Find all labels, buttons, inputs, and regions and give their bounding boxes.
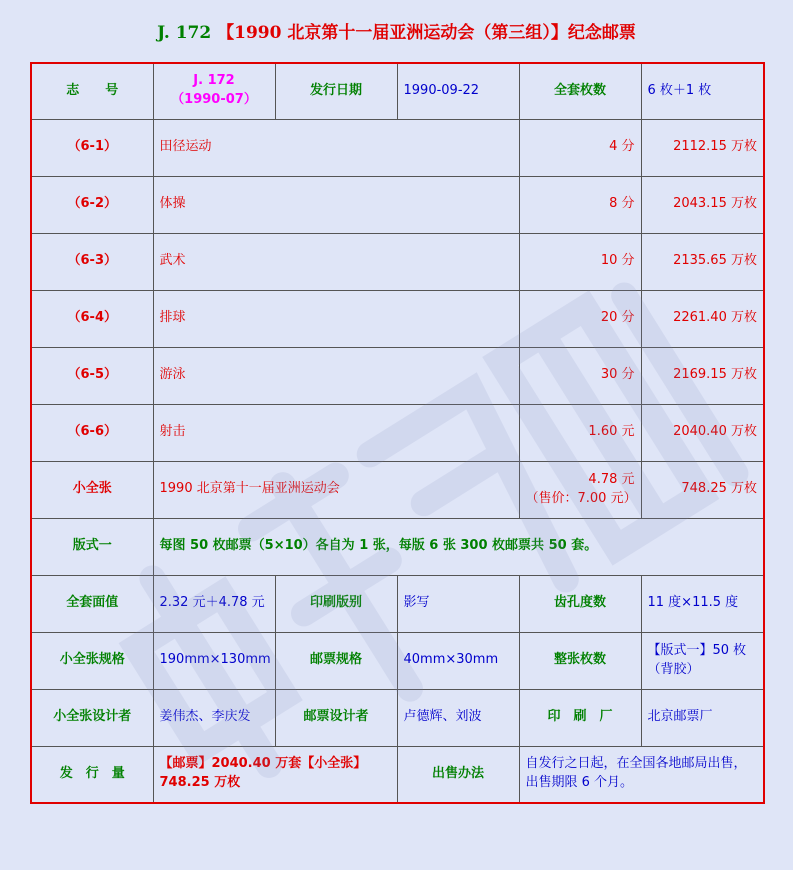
souvenir-name: 1990 北京第十一届亚洲运动会 [153, 461, 519, 518]
ss-size: 190mm×130mm [153, 632, 275, 689]
stamp-name: 体操 [153, 176, 519, 233]
page-title [0, 18, 793, 43]
stamp-code: （6-1） [31, 119, 153, 176]
print-method-label: 印刷版别 [275, 575, 397, 632]
face-value-label: 全套面值 [31, 575, 153, 632]
stamp-value: 8 分 [519, 176, 641, 233]
stamp-code: （6-3） [31, 233, 153, 290]
title-name: 【1990 北京第十一届亚洲运动会（第三组）】纪念邮票 [217, 23, 636, 43]
souvenir-price: （售价：7.00 元） [525, 490, 637, 506]
stamp-name: 排球 [153, 290, 519, 347]
stamp-name: 游泳 [153, 347, 519, 404]
printer: 北京邮票厂 [641, 689, 764, 746]
stamp-quantity: 2040.40 万枚 [641, 404, 764, 461]
issue-date-label: 发行日期 [275, 63, 397, 119]
stamp-name: 射击 [153, 404, 519, 461]
sheet-count-label: 整张枚数 [519, 632, 641, 689]
set-count-value: 6 枚＋1 枚 [641, 63, 764, 119]
stamp-designer: 卢德辉、刘波 [397, 689, 519, 746]
table-row [31, 290, 764, 347]
stamp-quantity: 2043.15 万枚 [641, 176, 764, 233]
perforation: 11 度×11.5 度 [641, 575, 764, 632]
sheet-count-line2: （背胶） [647, 661, 700, 677]
stamp-code: （6-6） [31, 404, 153, 461]
zhihao-line1: J. 172 [193, 73, 235, 89]
sheet-count-line1: 【版式一】50 枚 [647, 642, 747, 658]
stamp-code: （6-2） [31, 176, 153, 233]
detail-row [31, 746, 764, 803]
stamp-value: 30 分 [519, 347, 641, 404]
table-row [31, 233, 764, 290]
circulation-label: 发 行 量 [31, 746, 153, 803]
stamp-designer-label: 邮票设计者 [275, 689, 397, 746]
detail-row [31, 632, 764, 689]
sale-method-label: 出售办法 [397, 746, 519, 803]
detail-row [31, 575, 764, 632]
zhihao-line2: （1990-07） [171, 92, 257, 108]
zhihao-label: 志 号 [31, 63, 153, 119]
stamp-name: 武术 [153, 233, 519, 290]
circulation: 【邮票】2040.40 万套【小全张】748.25 万枚 [153, 746, 397, 803]
souvenir-value [519, 461, 641, 518]
printer-label: 印 刷 厂 [519, 689, 641, 746]
stamp-code: （6-5） [31, 347, 153, 404]
souvenir-value-line1: 4.78 元 [588, 471, 635, 487]
stamp-value: 4 分 [519, 119, 641, 176]
stamp-size-label: 邮票规格 [275, 632, 397, 689]
format-label: 版式一 [31, 518, 153, 575]
format-text: 每图 50 枚邮票（5×10）各自为 1 张，每版 6 张 300 枚邮票共 50 套。 [153, 518, 764, 575]
ss-designer-label: 小全张设计者 [31, 689, 153, 746]
stamp-quantity: 2112.15 万枚 [641, 119, 764, 176]
stamp-value: 10 分 [519, 233, 641, 290]
stamp-value: 1.60 元 [519, 404, 641, 461]
stamp-quantity: 2135.65 万枚 [641, 233, 764, 290]
sale-method: 自发行之日起，在全国各地邮局出售，出售期限 6 个月。 [519, 746, 764, 803]
zhihao-value [153, 63, 275, 119]
table-row [31, 404, 764, 461]
stamp-info-table [30, 62, 765, 804]
stamp-value: 20 分 [519, 290, 641, 347]
table-row [31, 347, 764, 404]
print-method: 影写 [397, 575, 519, 632]
format-row [31, 518, 764, 575]
ss-size-label: 小全张规格 [31, 632, 153, 689]
issue-date-value: 1990-09-22 [397, 63, 519, 119]
detail-row [31, 689, 764, 746]
stamp-quantity: 2261.40 万枚 [641, 290, 764, 347]
set-count-label: 全套枚数 [519, 63, 641, 119]
face-value: 2.32 元＋4.78 元 [153, 575, 275, 632]
souvenir-quantity: 748.25 万枚 [641, 461, 764, 518]
title-number: J. 172 [157, 23, 212, 43]
header-row [31, 63, 764, 119]
table-row [31, 176, 764, 233]
souvenir-sheet-row [31, 461, 764, 518]
stamp-quantity: 2169.15 万枚 [641, 347, 764, 404]
ss-designer: 姜伟杰、李庆发 [153, 689, 275, 746]
stamp-name: 田径运动 [153, 119, 519, 176]
perforation-label: 齿孔度数 [519, 575, 641, 632]
stamp-size: 40mm×30mm [397, 632, 519, 689]
souvenir-label: 小全张 [31, 461, 153, 518]
sheet-count [641, 632, 764, 689]
table-row [31, 119, 764, 176]
stamp-code: （6-4） [31, 290, 153, 347]
